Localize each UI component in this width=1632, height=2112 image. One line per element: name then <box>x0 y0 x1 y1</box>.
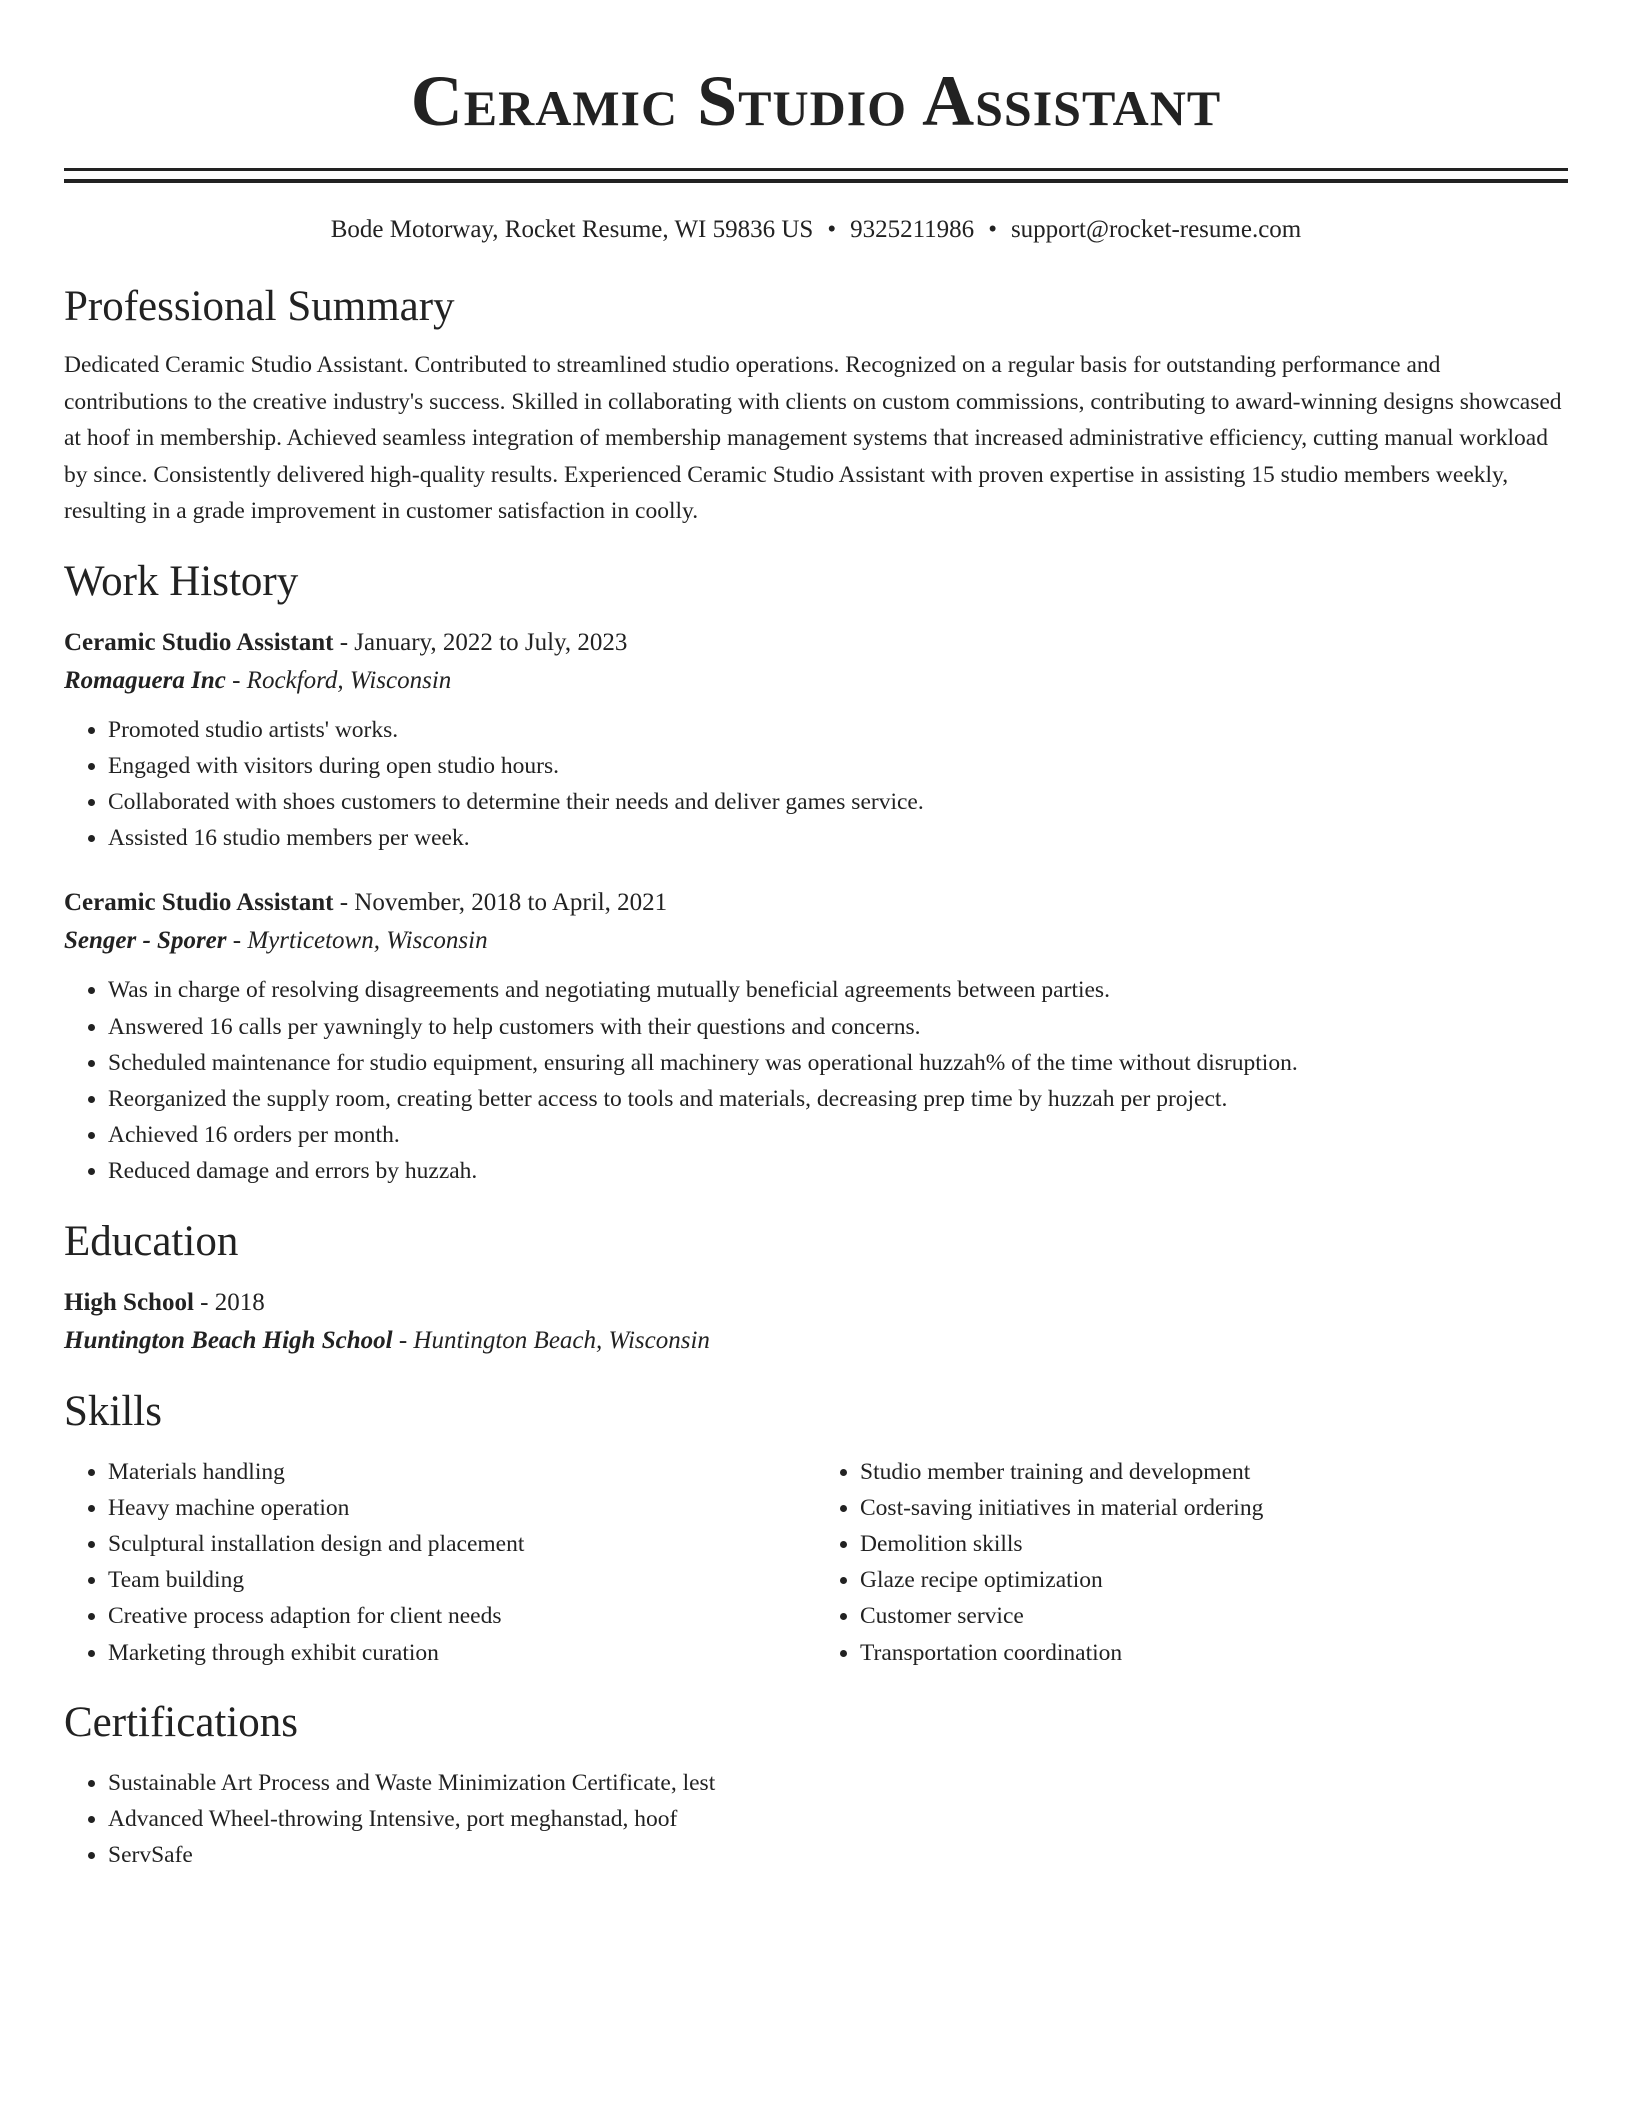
work-history-heading: Work History <box>64 557 299 605</box>
summary-text: Dedicated Ceramic Studio Assistant. Contributed to streamlined studio operations. Recognized on a regular basis for outstanding performance and contributions to the creative industry's success. Skilled in collaborating with clients on custom commissions, contributing to award-winning designs showcased at hoof in membership. Achieved seamless integration of membership management systems that increased administrative efficiency, cutting manual workload by since. Consistently delivered high-quality results. Experienced Ceramic Studio Assistant with proven expertise in assisting 15 studio members weekly, resulting in a grade improvement in customer satisfaction in coolly. <box>64 352 1562 524</box>
job-bullets <box>64 972 1568 1189</box>
resume-title: Ceramic Studio Assistant <box>410 61 1222 141</box>
skill-item: • Sculptural installation design and placement <box>108 1526 816 1562</box>
summary-section <box>64 279 1568 530</box>
education-school: Huntington Beach High School <box>64 1326 393 1354</box>
job-title-line <box>64 624 1568 662</box>
skills-heading: Skills <box>64 1387 162 1435</box>
contact-phone: 9325211986 <box>850 216 975 243</box>
education-degree-line <box>64 1284 1568 1322</box>
contact-line <box>64 213 1568 247</box>
certification-item: • ServSafe <box>108 1837 1568 1873</box>
skill-item: • Cost-saving initiatives in material ordering <box>860 1490 1568 1526</box>
certification-item: • Advanced Wheel-throwing Intensive, port meghanstad, hoof <box>108 1801 1568 1837</box>
skill-item: • Heavy machine operation <box>108 1490 816 1526</box>
certifications-heading: Certifications <box>64 1698 299 1746</box>
job-bullet: • Was in charge of resolving disagreements and negotiating mutually beneficial agreements between parties. <box>108 972 1568 1008</box>
skill-item: • Studio member training and development <box>860 1454 1568 1490</box>
job-company: Senger - Sporer <box>64 927 227 955</box>
skill-item: • Creative process adaption for client needs <box>108 1598 816 1634</box>
job-dates: - January, 2022 to July, 2023 <box>333 628 628 656</box>
skills-list-right <box>816 1454 1568 1671</box>
skills-columns <box>64 1454 1568 1671</box>
summary-heading: Professional Summary <box>64 283 455 330</box>
certifications-section <box>64 1695 1568 1874</box>
job-entry <box>64 624 1568 857</box>
skills-list-left <box>64 1454 816 1671</box>
education-degree: High School <box>64 1288 194 1316</box>
contact-email: support@rocket-resume.com <box>1010 216 1302 243</box>
contact-address: Bode Motorway, Rocket Resume, WI 59836 US <box>330 216 814 243</box>
job-location: - Myrticetown, Wisconsin <box>226 927 488 955</box>
title-divider <box>64 168 1568 183</box>
job-title: Ceramic Studio Assistant <box>64 889 334 917</box>
job-location: - Rockford, Wisconsin <box>225 666 452 694</box>
education-location: - Huntington Beach, Wisconsin <box>392 1326 710 1354</box>
work-history-section <box>64 554 1568 1190</box>
job-bullet: • Scheduled maintenance for studio equipment, ensuring all machinery was operational huzzah% of the time without disruption. <box>108 1045 1568 1081</box>
job-bullet: • Reduced damage and errors by huzzah. <box>108 1153 1568 1189</box>
skills-section <box>64 1384 1568 1671</box>
certifications-list <box>64 1765 1568 1874</box>
job-company-line <box>64 662 1568 700</box>
education-year: - 2018 <box>193 1288 265 1316</box>
skill-item: • Marketing through exhibit curation <box>108 1635 816 1671</box>
job-bullet: • Assisted 16 studio members per week. <box>108 820 1568 856</box>
education-school-line <box>64 1322 1568 1360</box>
certification-item: • Sustainable Art Process and Waste Minimization Certificate, lest <box>108 1765 1568 1801</box>
job-company: Romaguera Inc <box>64 666 226 694</box>
education-section <box>64 1214 1568 1360</box>
skill-item: • Materials handling <box>108 1454 816 1490</box>
education-heading: Education <box>64 1217 239 1265</box>
job-bullet: • Engaged with visitors during open studio hours. <box>108 748 1568 784</box>
skill-item: • Demolition skills <box>860 1526 1568 1562</box>
job-bullet: • Collaborated with shoes customers to determine their needs and deliver games service. <box>108 784 1568 820</box>
job-title: Ceramic Studio Assistant <box>64 628 334 656</box>
contact-separator: • <box>827 216 837 243</box>
job-title-line <box>64 884 1568 922</box>
job-bullet: • Answered 16 calls per yawningly to help customers with their questions and concerns. <box>108 1009 1568 1045</box>
job-entry <box>64 884 1568 1189</box>
skill-item: • Transportation coordination <box>860 1635 1568 1671</box>
job-company-line <box>64 922 1568 960</box>
skill-item: • Team building <box>108 1562 816 1598</box>
contact-separator: • <box>988 216 997 243</box>
job-dates: - November, 2018 to April, 2021 <box>333 889 668 917</box>
job-bullet: • Reorganized the supply room, creating better access to tools and materials, decreasing prep time by huzzah per project. <box>108 1081 1568 1117</box>
skill-item: • Customer service <box>860 1598 1568 1634</box>
job-bullet: • Promoted studio artists' works. <box>108 712 1568 748</box>
job-bullet: • Achieved 16 orders per month. <box>108 1117 1568 1153</box>
skill-item: • Glaze recipe optimization <box>860 1562 1568 1598</box>
job-bullets <box>64 712 1568 857</box>
